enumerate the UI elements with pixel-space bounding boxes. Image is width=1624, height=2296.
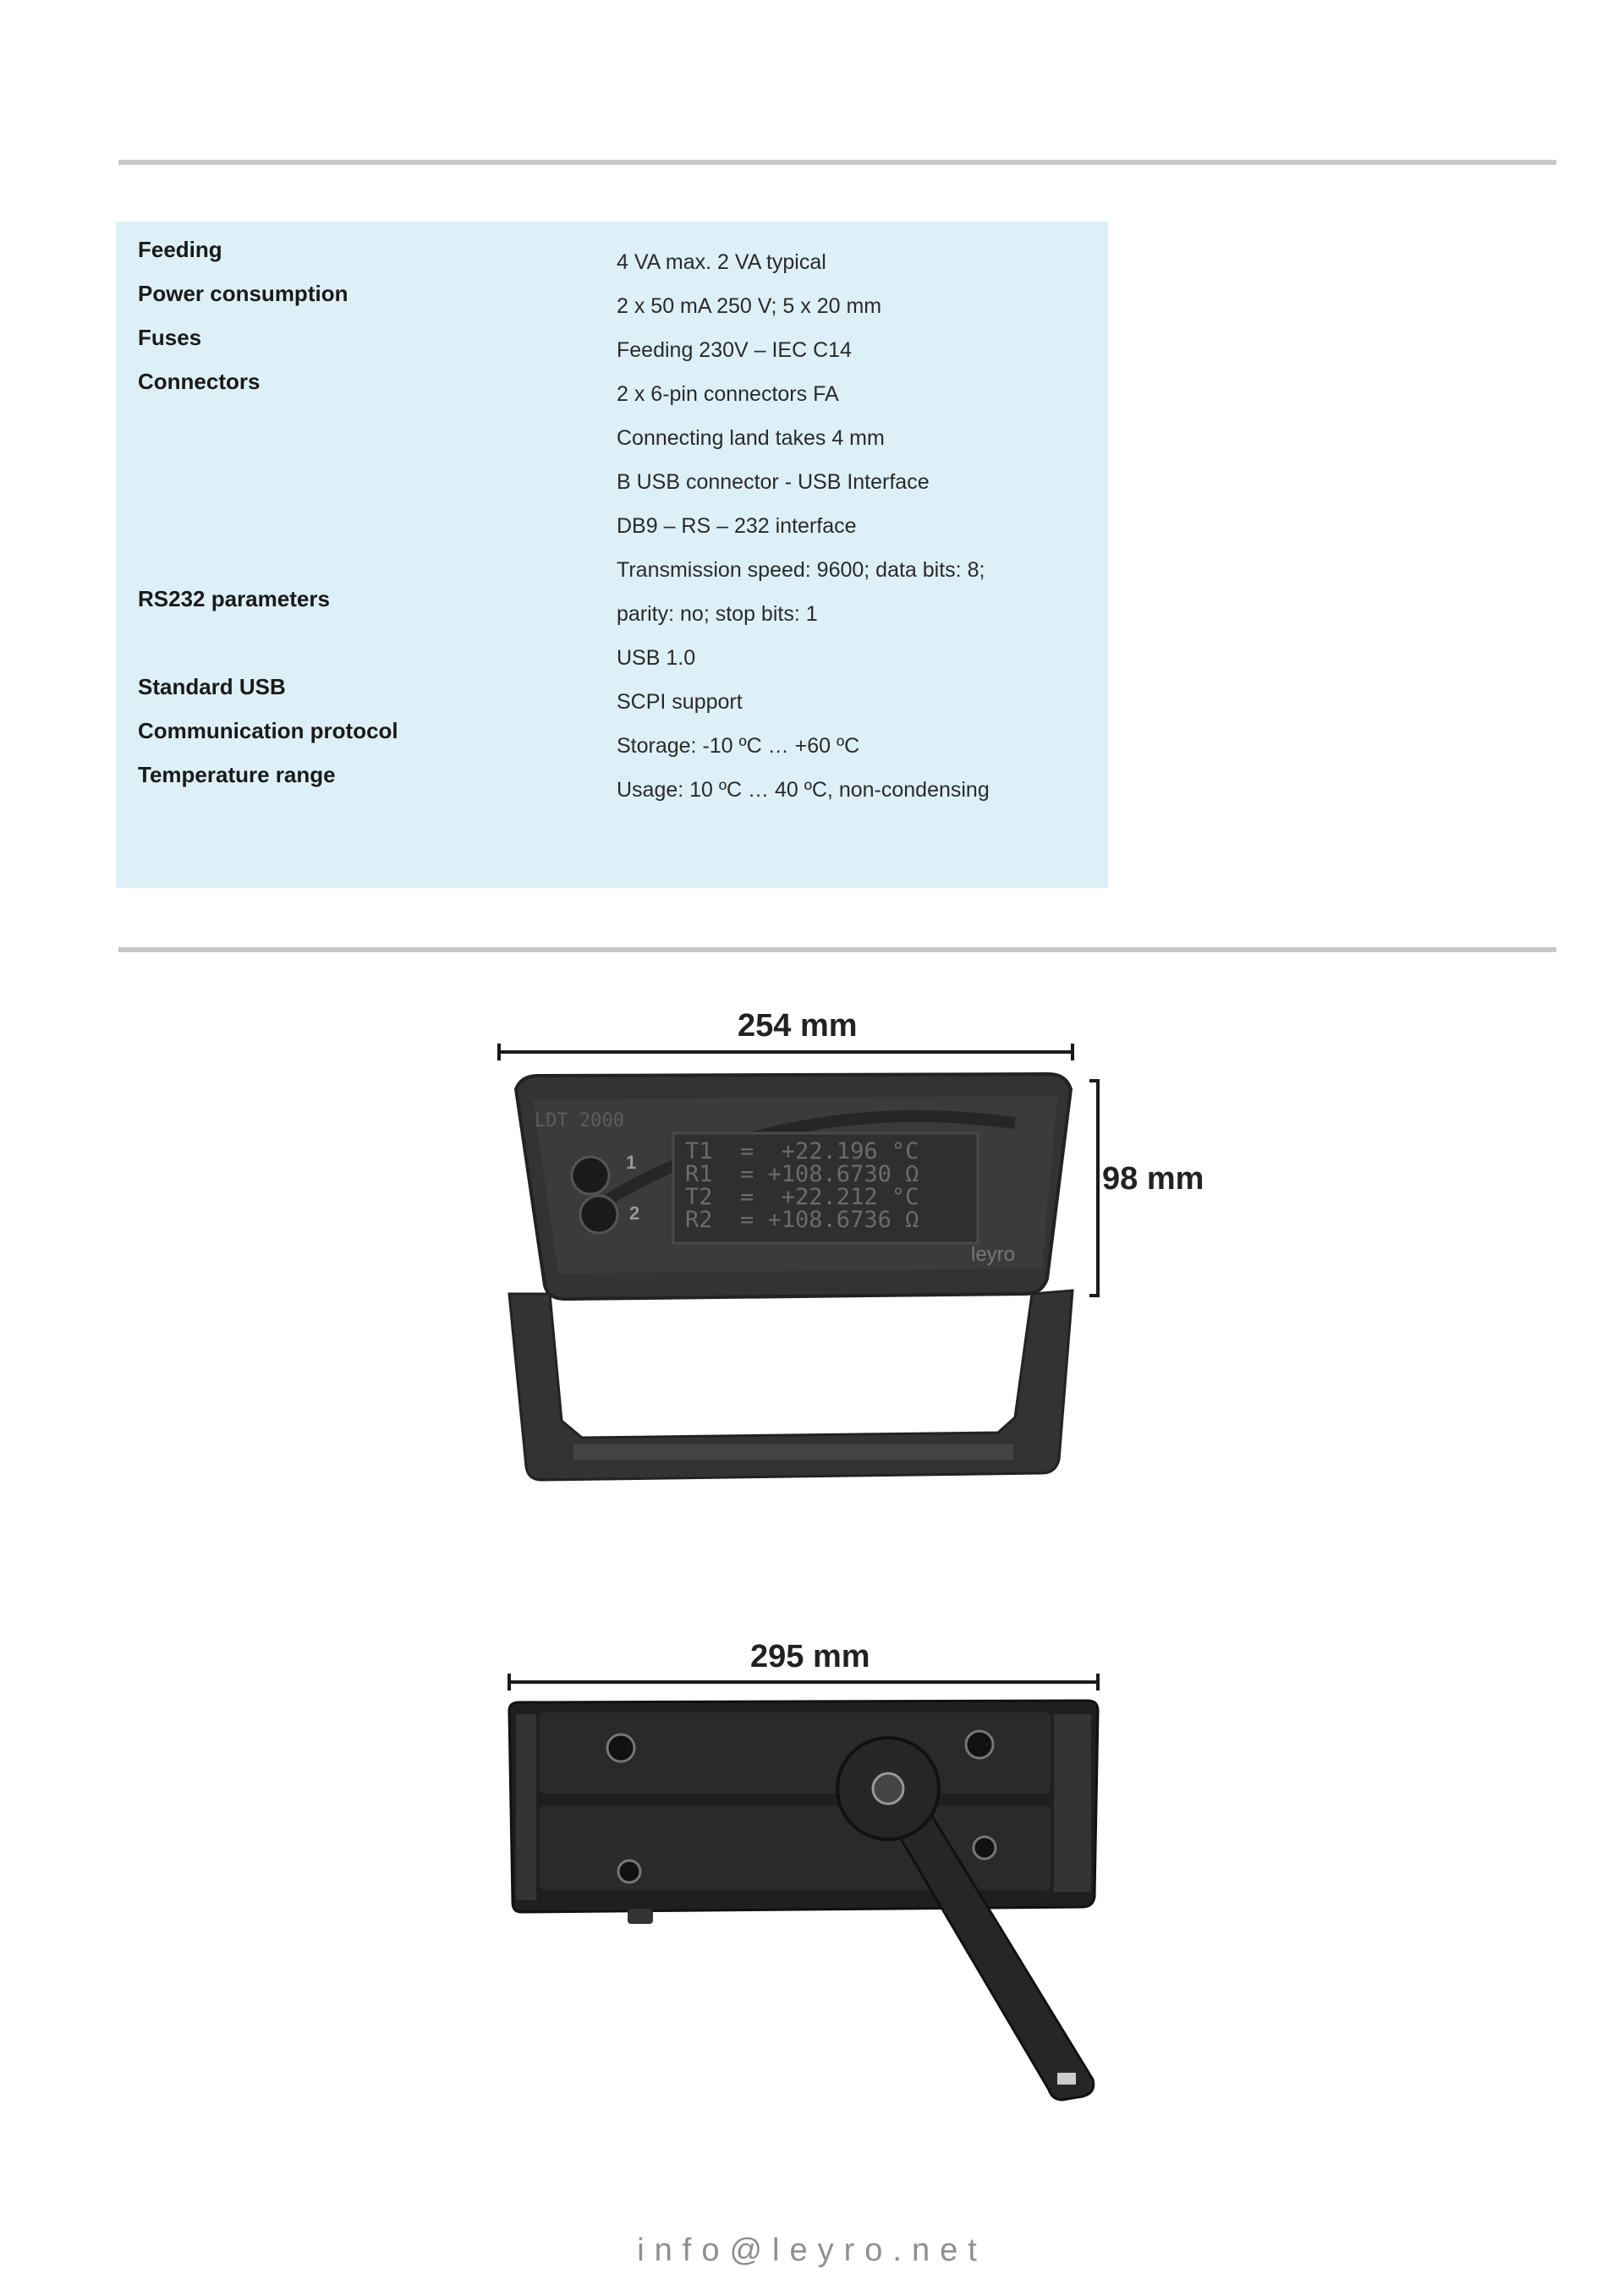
spec-value: USB 1.0 bbox=[617, 646, 696, 670]
spec-value: B USB connector - USB Interface bbox=[617, 470, 930, 494]
device-display bbox=[685, 1140, 973, 1241]
spec-label: Feeding bbox=[138, 237, 222, 262]
spec-label: RS232 parameters bbox=[138, 586, 330, 611]
spec-values bbox=[617, 240, 1090, 812]
bottom-width-label: 295 mm bbox=[750, 1639, 870, 1674]
screw-hole-icon bbox=[966, 1731, 993, 1758]
spec-value: 2 x 50 mA 250 V; 5 x 20 mm bbox=[617, 294, 882, 318]
display-line: T1 = +22.196 °C bbox=[685, 1140, 919, 1164]
front-height-label: 98 mm bbox=[1102, 1161, 1204, 1197]
screw-hole-icon bbox=[607, 1734, 634, 1762]
spec-label: Standard USB bbox=[138, 674, 286, 699]
channel-1-label: 1 bbox=[626, 1152, 637, 1173]
spec-value: Usage: 10 ºC … 40 ºC, non-condensing bbox=[617, 778, 990, 802]
brand-logo: leyro bbox=[971, 1243, 1016, 1266]
spec-label: Communication protocol bbox=[138, 718, 398, 743]
channel-2-connector-icon bbox=[580, 1196, 617, 1233]
bottom-view-drawing bbox=[491, 1670, 1116, 2144]
spec-value: SCPI support bbox=[617, 690, 743, 714]
model-label: LDT 2000 bbox=[535, 1110, 624, 1132]
display-line: R1 = +108.6730 Ω bbox=[685, 1161, 919, 1187]
spec-value: DB9 – RS – 232 interface bbox=[617, 514, 857, 538]
spec-label: Power consumption bbox=[138, 281, 348, 306]
spec-value: Storage: -10 ºC … +60 ºC bbox=[617, 734, 860, 758]
spec-value: Feeding 230V – IEC C14 bbox=[617, 338, 852, 362]
spec-label: Connectors bbox=[138, 369, 261, 394]
footer-email[interactable]: info@leyro.net bbox=[637, 2233, 987, 2268]
spec-value: 2 x 6-pin connectors FA bbox=[617, 382, 839, 406]
display-line: T2 = +22.212 °C bbox=[685, 1184, 919, 1210]
channel-1-connector-icon bbox=[572, 1157, 609, 1194]
spec-value: Connecting land takes 4 mm bbox=[617, 426, 885, 450]
screw-hole-icon bbox=[618, 1860, 640, 1882]
specifications-table bbox=[116, 222, 1108, 888]
screw-hole-icon bbox=[974, 1837, 996, 1859]
middle-divider bbox=[118, 947, 1556, 952]
spec-value: Transmission speed: 9600; data bits: 8; bbox=[617, 558, 985, 582]
spec-label: Fuses bbox=[138, 325, 202, 350]
display-line: R2 = +108.6736 Ω bbox=[685, 1207, 919, 1233]
spec-value: parity: no; stop bits: 1 bbox=[617, 602, 818, 626]
front-width-label: 254 mm bbox=[738, 1008, 858, 1044]
top-divider bbox=[118, 160, 1556, 165]
spec-label: Temperature range bbox=[138, 762, 336, 787]
channel-2-label: 2 bbox=[629, 1203, 640, 1224]
spec-value: 4 VA max. 2 VA typical bbox=[617, 250, 826, 274]
